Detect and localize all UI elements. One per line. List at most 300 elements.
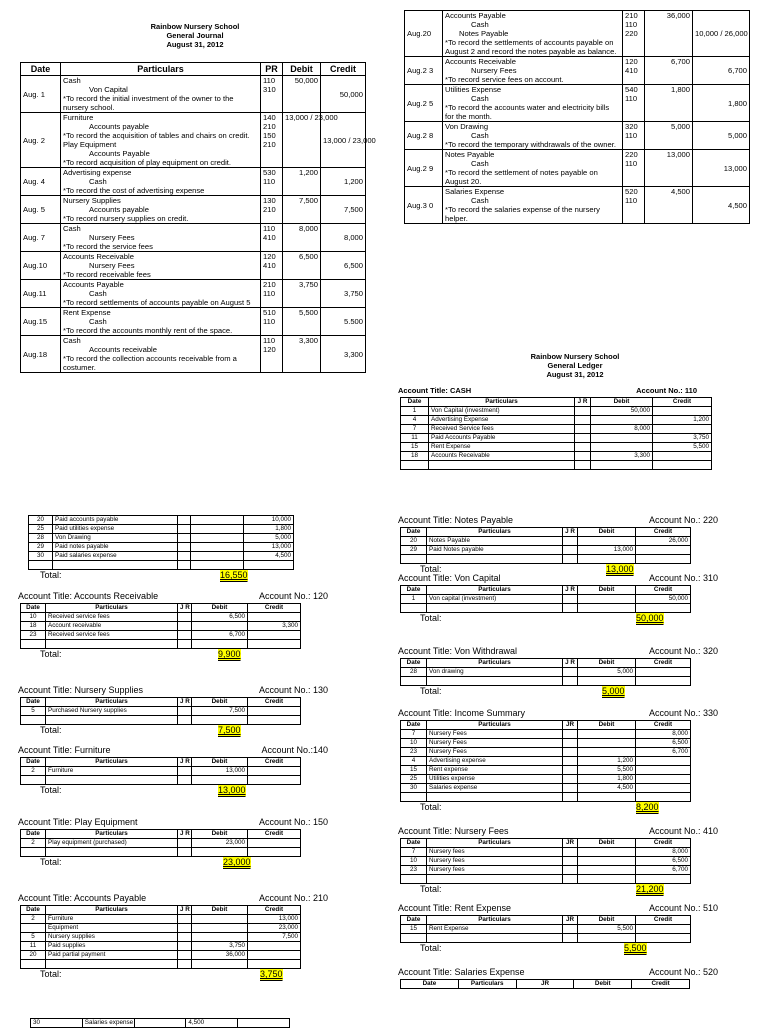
partial-cell (134, 1019, 186, 1028)
ledger-header-row (21, 758, 301, 767)
row-particulars: Received service fees (46, 631, 178, 640)
blank-cell (21, 716, 46, 725)
total-line (398, 884, 718, 895)
row-date: 20 (401, 537, 427, 546)
row-jr (563, 748, 578, 757)
total-line (18, 857, 328, 868)
blank-cell (178, 716, 192, 725)
row-debit: 5,500 (578, 925, 636, 934)
row-debit (192, 924, 248, 933)
row-date: 7 (401, 730, 427, 739)
row-credit: 10,000 (244, 516, 294, 525)
blank-cell (563, 875, 578, 884)
ledger-row (401, 668, 691, 677)
row-jr (178, 707, 192, 716)
row-particulars: Received Service fees (429, 425, 575, 434)
entry-debit: 1,800 (645, 85, 693, 122)
entry-particulars (443, 11, 623, 57)
particular-line: *To record the temporary withdrawals of the owner. (445, 140, 616, 149)
row-date: 23 (401, 748, 427, 757)
total-label: Total: (420, 943, 442, 953)
entry-particulars (61, 196, 261, 224)
account-number: Account No.: 330 (648, 708, 718, 718)
pr-value: 410 (263, 233, 276, 242)
row-particulars: Purchased Nursery supplies (46, 707, 178, 716)
ledger-blank-row (401, 793, 691, 802)
entry-credit: 13,000 / 23,000 (321, 113, 366, 168)
row-debit: 36,000 (192, 951, 248, 960)
ledger-col-credit: Credit (248, 758, 301, 767)
account-title: Account Title: Von Withdrawal (398, 646, 518, 656)
row-particulars: Received service fees (46, 613, 178, 622)
pr-value: 530 (263, 168, 276, 177)
ledger-header-row (401, 839, 691, 848)
account-np (398, 515, 718, 575)
row-debit (192, 933, 248, 942)
account-number: Account No.: 510 (648, 903, 718, 913)
blank-cell (248, 848, 301, 857)
total-amount: 7,500 (218, 725, 241, 735)
ledger-col-particulars: Particulars (46, 604, 178, 613)
pr-value: 110 (263, 336, 276, 345)
account-title: Account Title: Income Summary (398, 708, 526, 718)
account-vc (398, 573, 718, 624)
row-credit: 5,500 (653, 443, 712, 452)
particular-line: *To record the cost of advertising expense (63, 186, 205, 195)
row-debit: 5,500 (578, 766, 636, 775)
row-particulars: Nursery fees (427, 866, 563, 875)
entry-date: Aug.2 3 (405, 57, 443, 85)
ledger-row (401, 857, 691, 866)
blank-cell (244, 561, 294, 570)
row-date: 10 (21, 613, 46, 622)
pr-value: 210 (263, 280, 276, 289)
blank-cell (178, 640, 192, 649)
ledger-row (401, 595, 691, 604)
ledger-row (21, 631, 301, 640)
row-date: 10 (401, 739, 427, 748)
row-credit (636, 925, 691, 934)
particular-line: Accounts payable (89, 205, 149, 214)
row-debit: 13,000 (192, 767, 248, 776)
ledger-col-date: Date (401, 839, 427, 848)
row-credit (636, 766, 691, 775)
row-date: 15 (401, 766, 427, 775)
row-particulars: Von Drawing (53, 534, 178, 543)
entry-debit: 4,500 (645, 187, 693, 224)
account-number: Account No.: 210 (258, 893, 328, 903)
row-date: 7 (401, 848, 427, 857)
total-line (398, 613, 718, 624)
particular-line: Accounts Receivable (445, 57, 516, 66)
particular-line: *To record the accounts monthly rent of the space. (63, 326, 233, 335)
blank-cell (636, 793, 691, 802)
particular-line: *To record service fees on account. (445, 75, 564, 84)
entry-particulars (61, 168, 261, 196)
ledger-header-row (401, 398, 712, 407)
row-particulars: Equipment (46, 924, 178, 933)
total-amount: 13,000 (606, 564, 634, 574)
row-date: 15 (401, 443, 429, 452)
ledger-col-jr: J R (178, 604, 192, 613)
row-jr (178, 933, 192, 942)
entry-debit: 50,000 (283, 76, 321, 113)
entry-debit: 5,000 (645, 122, 693, 150)
row-credit: 8,000 (636, 848, 691, 857)
blank-cell (178, 776, 192, 785)
row-date: 18 (21, 622, 46, 631)
particular-line: Von Capital (89, 85, 128, 94)
particular-line: Cash (471, 131, 489, 140)
ledger-row (401, 537, 691, 546)
blank-cell (21, 640, 46, 649)
pr-value: 220 (625, 29, 638, 38)
entry-date: Aug. 7 (21, 224, 61, 252)
ledger-table (400, 915, 691, 943)
ledger-col-debit: Debit (192, 604, 248, 613)
row-particulars: Play equipment (purchased) (46, 839, 178, 848)
particular-line: Cash (471, 94, 489, 103)
row-credit (248, 767, 301, 776)
account-ap (18, 893, 328, 980)
row-jr (563, 757, 578, 766)
row-date: 11 (21, 942, 46, 951)
ledger-col-credit: Credit (248, 830, 301, 839)
row-jr (178, 942, 192, 951)
entry-particulars (443, 122, 623, 150)
entry-date: Aug.10 (21, 252, 61, 280)
ledger-col-jr: J R (178, 758, 192, 767)
ledger-col-debit: Debit (591, 398, 653, 407)
blank-cell (563, 677, 578, 686)
entry-pr (623, 85, 645, 122)
ledger-table (400, 979, 690, 989)
ledger-col-particulars: Particulars (429, 398, 575, 407)
entry-date: Aug.18 (21, 336, 61, 373)
row-jr (178, 924, 192, 933)
row-date: 2 (21, 839, 46, 848)
total-line (18, 785, 328, 796)
row-credit: 13,000 (248, 915, 301, 924)
col-pr: PR (261, 63, 283, 76)
particular-line: *To record the initial investment of the owner to the nursery school. (63, 94, 234, 112)
row-debit: 23,000 (192, 839, 248, 848)
row-credit (653, 425, 712, 434)
row-credit: 8,000 (636, 730, 691, 739)
blank-cell (578, 555, 636, 564)
total-label: Total: (420, 884, 442, 894)
col-debit: Debit (283, 63, 321, 76)
entry-debit: 5,500 (283, 308, 321, 336)
ledger-table (20, 757, 301, 785)
particular-line: Accounts receivable (89, 345, 157, 354)
ledger-col-jr: J R (563, 659, 578, 668)
ledger-col-jr: J R (563, 528, 578, 537)
row-debit: 4,500 (578, 784, 636, 793)
ledger-header-row (21, 906, 301, 915)
blank-cell (401, 875, 427, 884)
ledger-blank-row (401, 934, 691, 943)
total-amount: 5,000 (602, 686, 625, 696)
ledger-col-jr: J R (178, 830, 192, 839)
ledger-table (20, 905, 301, 969)
row-credit (248, 942, 301, 951)
entry-pr (261, 113, 283, 168)
ledger-table (20, 603, 301, 649)
ledger-blank-row (21, 640, 301, 649)
blank-cell (563, 604, 578, 613)
entry-debit: 8,000 (283, 224, 321, 252)
ledger-row (401, 434, 712, 443)
row-jr (563, 857, 578, 866)
entry-pr (623, 57, 645, 85)
journal-entry (21, 168, 366, 196)
row-credit: 6,500 (636, 857, 691, 866)
blank-cell (248, 716, 301, 725)
row-debit: 50,000 (591, 407, 653, 416)
partial-cell (238, 1019, 290, 1028)
row-particulars: Nursery Fees (427, 739, 563, 748)
particular-line: *To record settlements of accounts payable on August 5 (63, 298, 251, 307)
ledger-col-particulars: Particulars (46, 698, 178, 707)
ledger-col-date: Date (401, 586, 427, 595)
ledger-blank-row (401, 604, 691, 613)
account-title: Account Title: Nursery Supplies (18, 685, 144, 695)
particular-line: Cash (63, 336, 81, 345)
row-credit: 4,500 (244, 552, 294, 561)
blank-cell (578, 875, 636, 884)
ledger-header-row (21, 830, 301, 839)
pr-value: 210 (625, 11, 638, 20)
blank-cell (401, 793, 427, 802)
account-pe (18, 817, 328, 868)
total-amount: 21,200 (636, 884, 664, 894)
ledger-col-date: Date (401, 916, 427, 925)
row-particulars: Nursery supplies (46, 933, 178, 942)
journal-school: Rainbow Nursery School (150, 22, 240, 31)
ledger-blank-row (21, 716, 301, 725)
entry-date: Aug. 4 (21, 168, 61, 196)
ledger-row (401, 443, 712, 452)
ledger-col-jr2: JR (516, 980, 574, 989)
account-number: Account No.: 130 (258, 685, 328, 695)
ledger-row (29, 552, 294, 561)
ledger-table (400, 527, 691, 564)
account-title: Account Title: Rent Expense (398, 903, 512, 913)
row-jr (178, 516, 191, 525)
row-particulars: Rent Expense (427, 925, 563, 934)
entry-pr (623, 187, 645, 224)
blank-cell (427, 793, 563, 802)
particular-line: *To record receivable fees (63, 270, 151, 279)
row-date: 30 (29, 552, 53, 561)
general-journal-continued-table (404, 10, 750, 224)
ledger-col-credit: Credit (636, 586, 691, 595)
ledger-col-jr: J R (563, 586, 578, 595)
entry-pr (623, 150, 645, 187)
entry-credit: 6,500 (321, 252, 366, 280)
particular-line: Cash (471, 20, 489, 29)
entry-particulars (443, 187, 623, 224)
ledger-col-jr: J R (575, 398, 591, 407)
entry-date: Aug. 2 (21, 113, 61, 168)
entry-debit: 13,000 (645, 150, 693, 187)
ledger-blank-row (401, 555, 691, 564)
row-credit (636, 546, 691, 555)
row-credit (636, 775, 691, 784)
journal-entry (405, 11, 750, 57)
account-number: Account No.: 220 (648, 515, 718, 525)
ledger-col-particulars: Particulars (427, 721, 563, 730)
particular-line: Von Drawing (445, 122, 489, 131)
entry-debit: 6,700 (645, 57, 693, 85)
row-debit (191, 534, 244, 543)
row-credit (636, 757, 691, 766)
ledger-book: General Ledger (547, 361, 603, 370)
entry-particulars (61, 76, 261, 113)
row-jr (563, 730, 578, 739)
account-title-bar (18, 745, 328, 757)
account-number: Account No.: 520 (648, 967, 718, 977)
ledger-col-debit: Debit (578, 528, 636, 537)
particular-line: *To record the salaries expense of the nursery helper. (445, 205, 600, 223)
account-title-bar (398, 515, 718, 527)
row-jr (563, 537, 578, 546)
row-debit: 1,800 (578, 775, 636, 784)
ledger-header-row (401, 586, 691, 595)
pr-value: 110 (263, 177, 276, 186)
total-label: Total: (420, 802, 442, 812)
row-credit: 1,800 (244, 525, 294, 534)
row-particulars: Account receivable (46, 622, 178, 631)
blank-cell (192, 640, 248, 649)
row-date: 29 (401, 546, 427, 555)
ledger-col-credit: Credit (636, 839, 691, 848)
row-particulars: Salaries expense (427, 784, 563, 793)
pr-value: 110 (263, 224, 276, 233)
ledger-col-date: Date (21, 604, 46, 613)
particular-line: Furniture (63, 113, 94, 122)
entry-debit: 3,750 (283, 280, 321, 308)
particular-line: *To record the acquisition of tables and chairs on credit. (63, 131, 250, 140)
total-amount: 9,900 (218, 649, 241, 659)
entry-pr (623, 11, 645, 57)
pr-value: 220 (625, 150, 638, 159)
particular-line: Cash (63, 76, 81, 85)
row-debit: 3,300 (591, 452, 653, 461)
blank-cell (563, 934, 578, 943)
journal-entry (21, 76, 366, 113)
journal-entry (21, 113, 366, 168)
row-debit (591, 443, 653, 452)
row-credit (248, 951, 301, 960)
blank-cell (248, 640, 301, 649)
ledger-col-date: Date (21, 830, 46, 839)
ledger-col-credit: Credit (632, 980, 690, 989)
row-credit: 3,750 (653, 434, 712, 443)
entry-credit: 1,800 (693, 85, 750, 122)
ledger-col-date: Date (401, 398, 429, 407)
row-particulars: Von Capital (investment) (429, 407, 575, 416)
particular-line: Utilities Expense (445, 85, 502, 94)
account-cash (398, 386, 743, 470)
ledger-row (401, 757, 691, 766)
row-jr (575, 425, 591, 434)
row-jr (563, 866, 578, 875)
entry-pr (623, 122, 645, 150)
total-line (398, 686, 718, 697)
account-title-bar (18, 817, 328, 829)
pr-value: 410 (625, 66, 638, 75)
blank-cell (21, 776, 46, 785)
blank-cell (636, 677, 691, 686)
total-amount: 16,550 (220, 570, 248, 580)
ledger-header-row (401, 721, 691, 730)
ledger-col-particulars: Particulars (427, 916, 563, 925)
row-date: 4 (401, 757, 427, 766)
ledger-col-debit: Debit (578, 721, 636, 730)
blank-cell (401, 555, 427, 564)
ledger-school: Rainbow Nursery School (530, 352, 620, 361)
blank-cell (591, 461, 653, 470)
ledger-row (401, 784, 691, 793)
account-number: Account No.: 110 (636, 386, 697, 395)
row-debit (578, 537, 636, 546)
entry-credit: 8,000 (321, 224, 366, 252)
blank-cell (636, 875, 691, 884)
account-title-bar (398, 573, 718, 585)
row-credit (636, 668, 691, 677)
ledger-col-jr: J R (178, 698, 192, 707)
row-credit: 13,000 (244, 543, 294, 552)
ledger-col-debit: Debit (192, 906, 248, 915)
entry-date: Aug.15 (21, 308, 61, 336)
pr-value: 110 (625, 196, 638, 205)
row-particulars: Paid Accounts Payable (429, 434, 575, 443)
blank-cell (575, 461, 591, 470)
particular-line: Nursery Fees (89, 233, 135, 242)
ledger-col-credit: Credit (636, 916, 691, 925)
row-particulars: Paid partial payment (46, 951, 178, 960)
ledger-col-debit: Debit (578, 839, 636, 848)
ledger-col-particulars: Particulars (458, 980, 516, 989)
ledger-row (401, 416, 712, 425)
account-number: Account No.: 150 (258, 817, 328, 827)
row-debit: 1,200 (578, 757, 636, 766)
ledger-row (401, 848, 691, 857)
row-particulars: Paid supplies (46, 942, 178, 951)
entry-debit: 36,000 (645, 11, 693, 57)
entry-pr (261, 336, 283, 373)
ledger-row (401, 407, 712, 416)
particular-line: Accounts Receivable (63, 252, 134, 261)
entry-date: Aug.2 9 (405, 150, 443, 187)
particular-line: Nursery Fees (471, 66, 517, 75)
journal-entry (405, 57, 750, 85)
blank-cell (248, 960, 301, 969)
ledger-col-debit: Debit (578, 659, 636, 668)
entry-credit: 1,200 (321, 168, 366, 196)
row-jr (575, 452, 591, 461)
row-jr (178, 631, 192, 640)
row-particulars: Utilities expense (427, 775, 563, 784)
entry-particulars (61, 280, 261, 308)
ledger-col-credit: Credit (636, 528, 691, 537)
row-date: 28 (29, 534, 53, 543)
pr-value: 320 (625, 122, 638, 131)
row-jr (563, 775, 578, 784)
pr-value: 120 (625, 57, 638, 66)
